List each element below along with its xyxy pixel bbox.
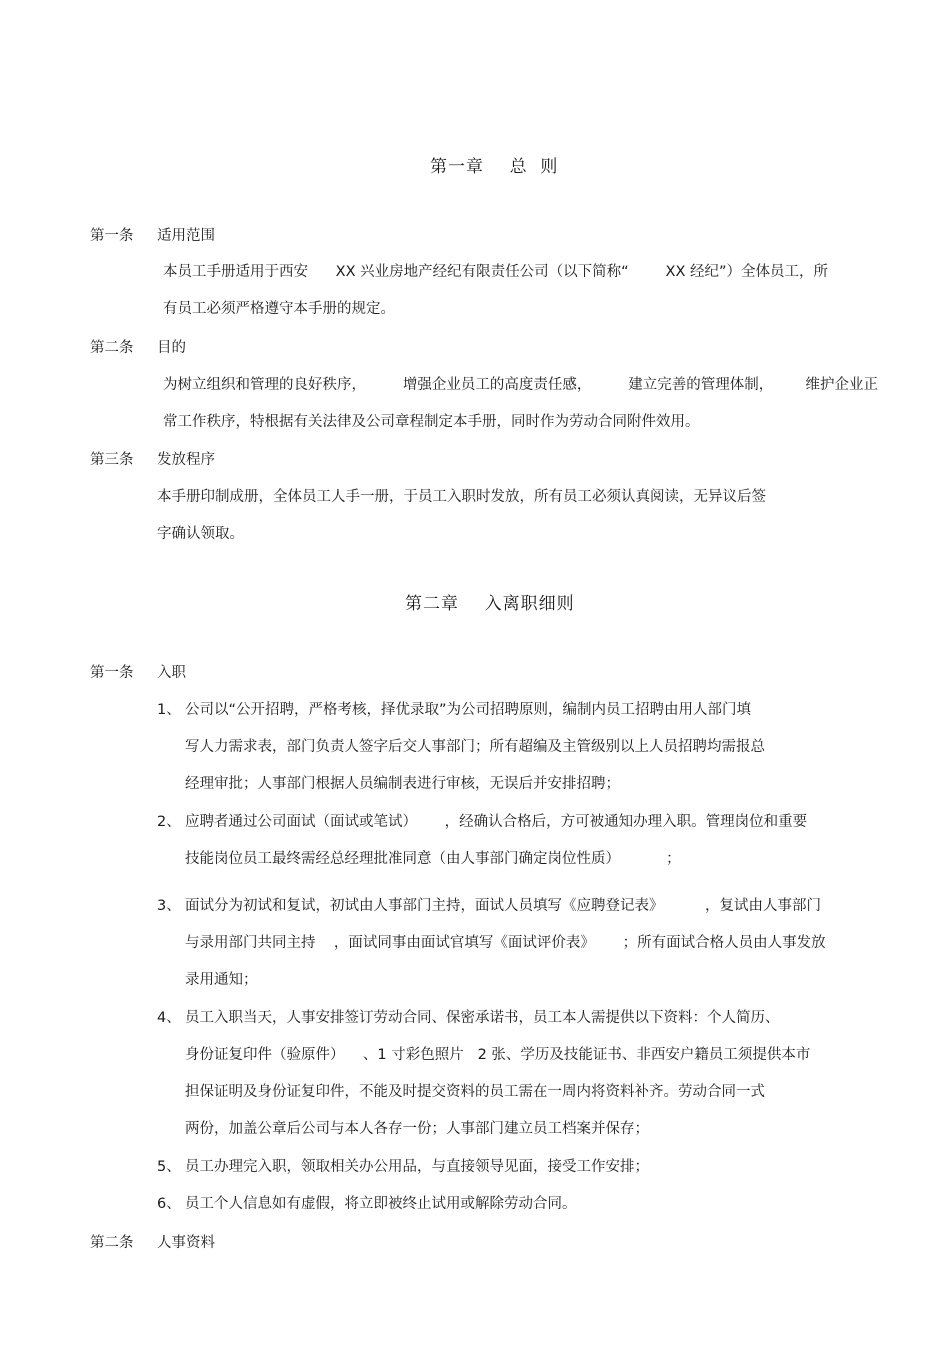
article-1-line-2: 有员工必须严格遵守本手册的规定。	[163, 301, 395, 317]
article-1-line-1: 本员工手册适用于西安 XX 兴业房地产经纪有限责任公司（以下简称“ XX 经纪”）全体员工，所	[163, 264, 828, 280]
item-6-line-1: 员工个人信息如有虚假，将立即被终止试用或解除劳动合同。	[185, 1196, 577, 1212]
article-3-line-2: 字确认领取。	[157, 526, 244, 542]
chapter-2-title: 第二章 入离职细则	[405, 594, 575, 614]
item-4-number: 4、	[157, 1010, 181, 1026]
ch2-article-2-title: 人事资料	[157, 1235, 215, 1251]
item-1-number: 1、	[157, 702, 181, 718]
item-3-line-3: 录用通知；	[185, 972, 258, 988]
item-2-line-1: 应聘者通过公司面试（面试或笔试） ，经确认合格后，方可被通知办理入职。管理岗位和重要	[185, 814, 808, 830]
item-4-line-3: 担保证明及身份证复印件，不能及时提交资料的员工需在一周内将资料补齐。劳动合同一式	[185, 1084, 765, 1100]
item-3-number: 3、	[157, 898, 181, 914]
ch2-article-1-title: 入职	[157, 665, 186, 681]
item-3-line-2: 与录用部门共同主持 ，面试同事由面试官填写《面试评价表》 ；所有面试合格人员由人事发放	[185, 935, 826, 951]
article-3-line-1: 本手册印制成册，全体员工人手一册，于员工入职时发放，所有员工必须认真阅读，无异议后签	[157, 489, 766, 505]
ch2-article-2-label: 第二条	[90, 1235, 134, 1251]
ch2-article-1-label: 第一条	[90, 665, 134, 681]
item-2-line-2: 技能岗位员工最终需经总经理批准同意（由人事部门确定岗位性质） ；	[185, 851, 681, 867]
article-3-label: 第三条	[90, 452, 134, 468]
article-2-line-1: 为树立组织和管理的良好秩序， 增强企业员工的高度责任感， 建立完善的管理体制， 维护企业正	[163, 377, 879, 393]
article-3-title: 发放程序	[157, 452, 215, 468]
article-2-line-2: 常工作秩序，特根据有关法律及公司章程制定本手册，同时作为劳动合同附件效用。	[163, 414, 700, 430]
item-1-line-3: 经理审批；人事部门根据人员编制表进行审核，无误后并安排招聘；	[185, 776, 620, 792]
article-1-title: 适用范围	[157, 228, 215, 244]
item-4-line-2: 身份证复印件（验原件） 、1 寸彩色照片 2 张、学历及技能证书、非西安户籍员工须提供本市	[185, 1047, 811, 1063]
item-3-line-1: 面试分为初试和复试，初试由人事部门主持，面试人员填写《应聘登记表》 ，复试由人事部门	[185, 898, 821, 914]
item-4-line-1: 员工入职当天，人事安排签订劳动合同、保密承诺书，员工本人需提供以下资料：个人简历、	[185, 1010, 780, 1026]
item-2-number: 2、	[157, 814, 181, 830]
item-5-line-1: 员工办理完入职，领取相关办公用品，与直接领导见面，接受工作安排；	[185, 1159, 649, 1175]
item-1-line-1: 公司以“公开招聘，严格考核，择优录取”为公司招聘原则，编制内员工招聘由用人部门填	[185, 702, 752, 718]
item-1-line-2: 写人力需求表，部门负责人签字后交人事部门；所有超编及主管级别以上人员招聘均需报总	[185, 739, 765, 755]
chapter-1-title: 第一章 总 则	[430, 157, 559, 177]
article-2-label: 第二条	[90, 340, 134, 356]
article-2-title: 目的	[157, 340, 186, 356]
article-1-label: 第一条	[90, 228, 134, 244]
item-4-line-4: 两份，加盖公章后公司与本人各存一份；人事部门建立员工档案并保存；	[185, 1121, 649, 1137]
item-6-number: 6、	[157, 1196, 181, 1212]
item-5-number: 5、	[157, 1159, 181, 1175]
